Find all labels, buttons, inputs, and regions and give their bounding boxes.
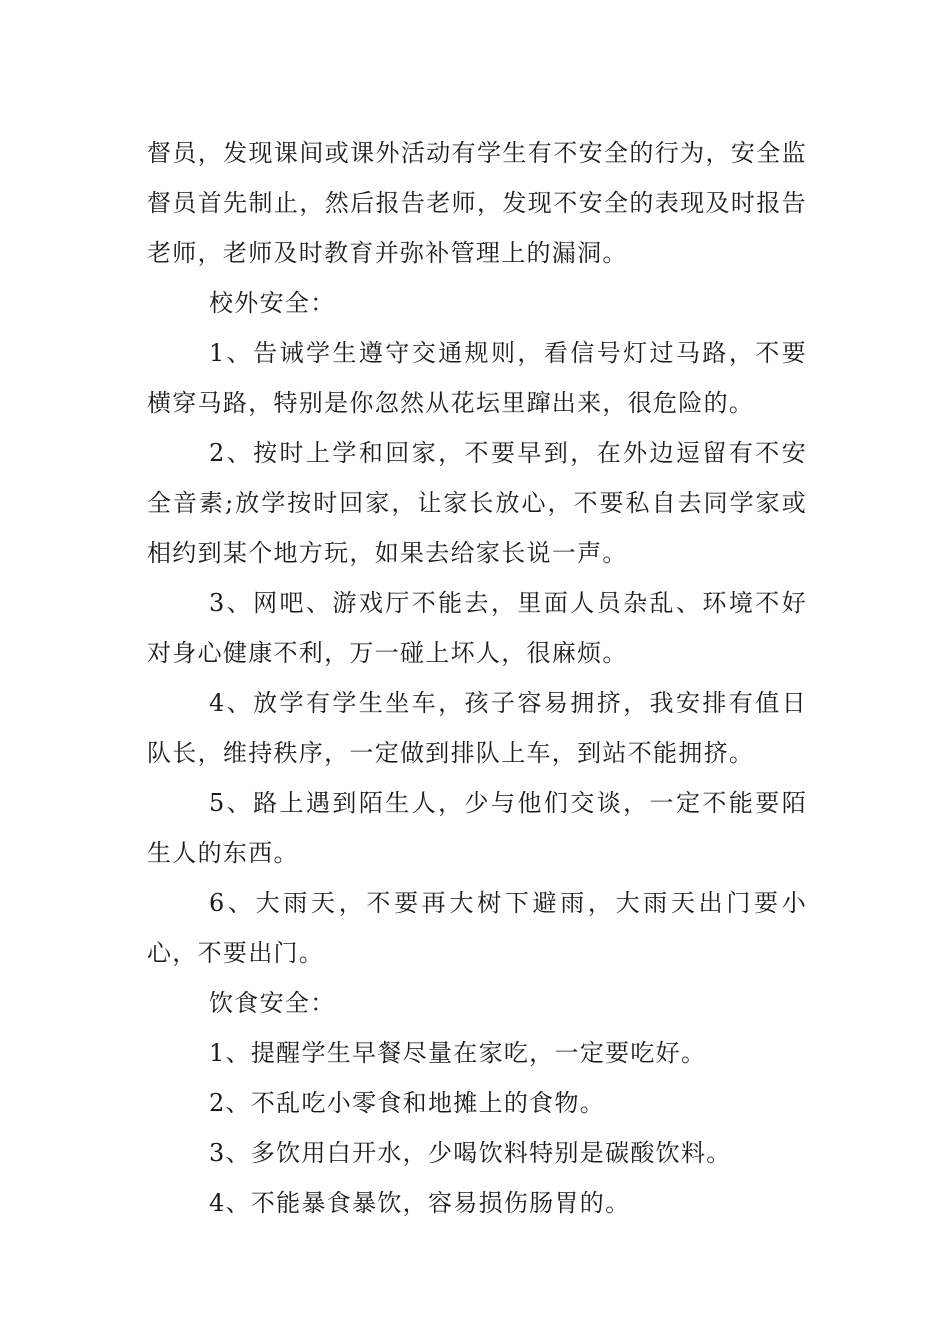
list-item-traffic-rules: 1、告诫学生遵守交通规则，看信号灯过马路，不要横穿马路，特别是你忽然从花坛里蹿出来，很危险的。 — [147, 339, 807, 417]
list-item-snacks: 2、不乱吃小零食和地摊上的食物。 — [209, 1089, 606, 1117]
section-heading-off-campus-safety: 校外安全： — [209, 289, 336, 317]
list-item-water: 3、多饮用白开水，少喝饮料特别是碳酸饮料。 — [209, 1139, 732, 1167]
list-item-breakfast: 1、提醒学生早餐尽量在家吃，一定要吃好。 — [209, 1039, 707, 1067]
list-item-punctuality: 2、按时上学和回家，不要早到，在外边逗留有不安全音素;放学按时回家，让家长放心，不要私自去同学家或相约到某个地方玩，如果去给家长说一声。 — [147, 439, 807, 567]
document-body — [147, 128, 807, 1228]
list-item-bus-queue: 4、放学有学生坐车，孩子容易拥挤，我安排有值日队长，维持秩序，一定做到排队上车，到站不能拥挤。 — [147, 689, 807, 767]
section-heading-food-safety: 饮食安全： — [209, 989, 336, 1017]
list-item-rain: 6、大雨天，不要再大树下避雨，大雨天出门要小心，不要出门。 — [147, 889, 807, 967]
list-item-internet-cafe: 3、网吧、游戏厅不能去，里面人员杂乱、环境不好对身心健康不利，万一碰上坏人，很麻烦。 — [147, 589, 807, 667]
list-item-overeating: 4、不能暴食暴饮，容易损伤肠胃的。 — [209, 1189, 631, 1217]
list-item-strangers: 5、路上遇到陌生人，少与他们交谈，一定不能要陌生人的东西。 — [147, 789, 807, 867]
paragraph-continuation: 督员，发现课间或课外活动有学生有不安全的行为，安全监督员首先制止，然后报告老师，发现不安全的表现及时报告老师，老师及时教育并弥补管理上的漏洞。 — [147, 139, 807, 267]
